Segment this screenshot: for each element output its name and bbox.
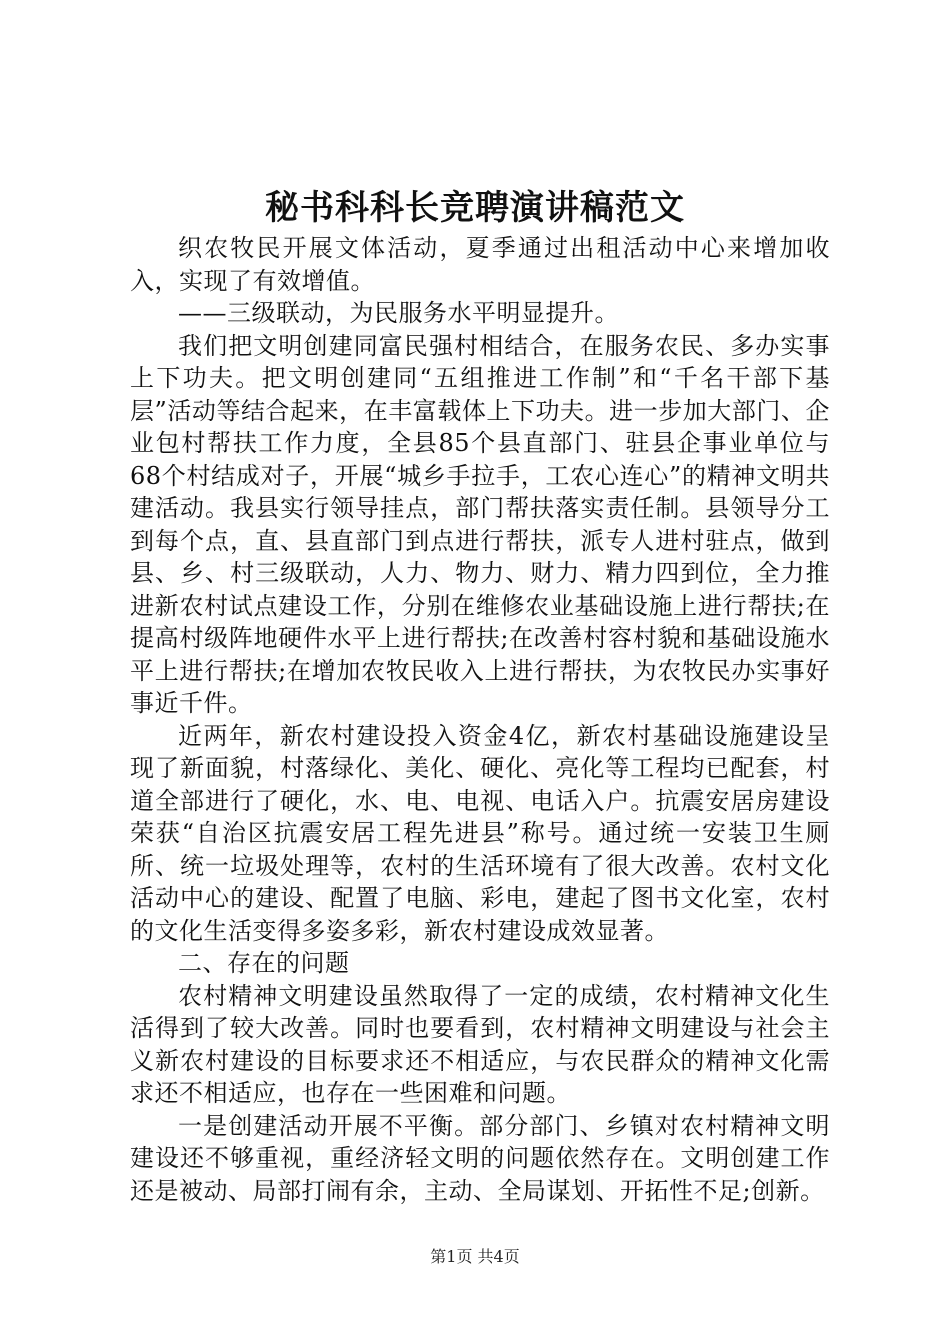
paragraph: ——三级联动，为民服务水平明显提升。: [178, 299, 619, 327]
paragraph: 农村精神文明建设虽然取得了一定的成绩，农村精神文化生活得到了较大改善。同时也要看到，农村精神文明建设与社会主义新农村建设的目标要求还不相适应，与农民群众的精神文化需求还不相适应，也存在一些困难和问题。: [130, 981, 830, 1107]
document-title: 秘书科科长竞聘演讲稿范文: [265, 188, 685, 228]
paragraph: 近两年，新农村建设投入资金4亿，新农村基础设施建设呈现了新面貌，村落绿化、美化、硬化、亮化等工程均已配套，村道全部进行了硬化，水、电、电视、电话入户。抗震安居房建设荣获“自治区抗震安居工程先进县”称号。通过统一安装卫生厕所、统一垃圾处理等，农村的生活环境有了很大改善。农村文化活动中心的建设、配置了电脑、彩电，建起了图书文化室，农村的文化生活变得多姿多彩，新农村建设成效显著。: [130, 721, 830, 945]
paragraph: 织农牧民开展文体活动，夏季通过出租活动中心来增加收入，实现了有效增值。: [130, 234, 830, 295]
paragraph: 一是创建活动开展不平衡。部分部门、乡镇对农村精神文明建设还不够重视，重经济轻文明的问题依然存在。文明创建工作还是被动、局部打闹有余，主动、全局谋划、开拓性不足;创新。: [130, 1111, 830, 1205]
paragraph: 我们把文明创建同富民强村相结合，在服务农民、多办实事上下功夫。把文明创建同“五组推进工作制”和“千名干部下基层”活动等结合起来，在丰富载体上下功夫。进一步加大部门、企业包村帮扶工作力度，全县85个县直部门、驻县企事业单位与68个村结成对子，开展“城乡手拉手，工农心连心”的精神文明共建活动。我县实行领导挂点，部门帮扶落实责任制。县领导分工到每个点，直、县直部门到点进行帮扶，派专人进村驻点，做到县、乡、村三级联动，人力、物力、财力、精力四到位，全力推进新农村试点建设工作，分别在维修农业基础设施上进行帮扶;在提高村级阵地硬件水平上进行帮扶;在改善村容村貌和基础设施水平上进行帮扶;在增加农牧民收入上进行帮扶，为农牧民办实事好事近千件。: [130, 331, 830, 717]
document-body: [130, 232, 830, 1207]
section-heading: 二、存在的问题: [178, 949, 350, 977]
page-footer: 第1页 共4页: [430, 1247, 520, 1266]
